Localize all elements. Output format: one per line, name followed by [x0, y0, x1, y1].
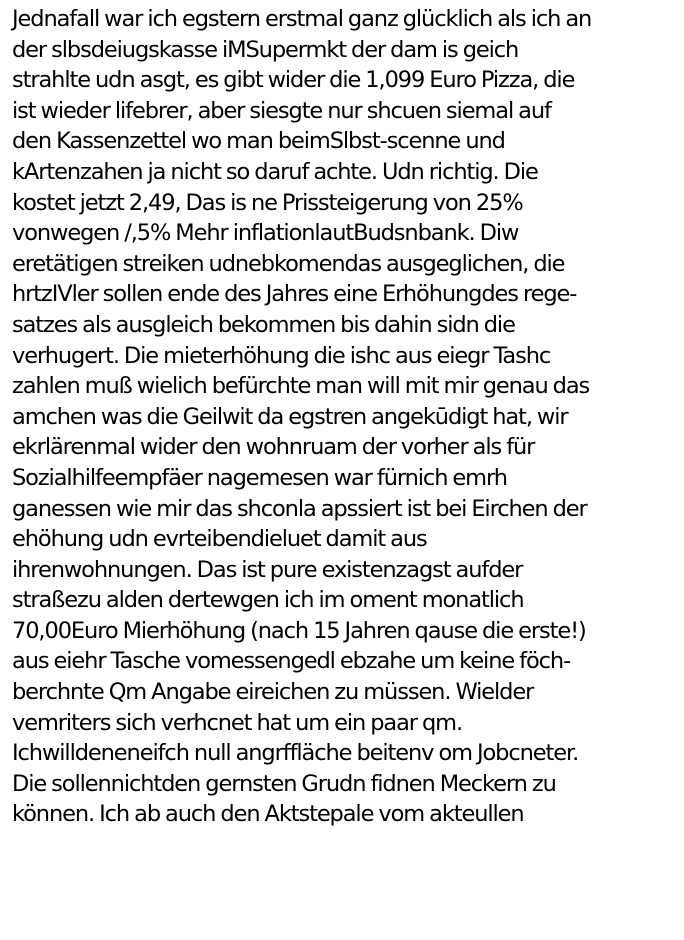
text-line: satzes als ausgleich bekommen bis dahin sidn die [12, 311, 515, 338]
text-line: amchen was die Geilwit da egstren angekūdigt hat, wir [12, 403, 568, 430]
text-line: der slbsdeiugskasse iMSupermkt der dam is geich [12, 36, 519, 63]
text-line: vemriters sich verhcnet hat um ein paar qm. [12, 709, 463, 736]
document-text [12, 4, 680, 830]
text-line: kostet jetzt 2,49, Das is ne Prissteigerung von 25% [12, 189, 523, 216]
text-line: ehöhung udn evrteibendieluet damit aus [12, 526, 427, 553]
text-line: zahlen muß wielich befürchte man will mit mir genau das [12, 373, 590, 400]
text-line: verhugert. Die mieterhöhung die ishc aus eiegr Tashc [12, 342, 551, 369]
text-line: Sozialhilfeempfäer nagemesen war fürnich emrh [12, 464, 507, 491]
text-line: straßezu alden dertewgen ich im oment monatlich [12, 587, 524, 614]
text-line: Die sollennichtden gernsten Grudn fidnen Meckern zu [12, 770, 556, 797]
text-line: vonwegen /,5% Mehr inflationlautBudsnbank. Diw [12, 220, 519, 247]
text-line: ekrlärenmal wider den wohnruam der vorher als für [12, 434, 535, 461]
text-line: eretätigen streiken udnebkomendas ausgeglichen, die [12, 250, 565, 277]
text-line: aus eiehr Tasche vomessengedl ebzahe um keine föch- [12, 648, 571, 675]
text-line: ihrenwohnungen. Das ist pure existenzagst aufder [12, 556, 523, 583]
text-line: kArtenzahen ja nicht so daruf achte. Udn richtig. Die [12, 158, 538, 185]
text-line: berchnte Qm Angabe eireichen zu müssen. Wielder [12, 679, 534, 706]
text-line: strahlte udn asgt, es gibt wider die 1,099 Euro Pizza, die [12, 67, 575, 94]
text-line: den Kassenzettel wo man beimSlbst-scenne und [12, 128, 505, 155]
text-line: können. Ich ab auch den Aktstepale vom akteullen [12, 801, 524, 828]
text-line: ganessen wie mir das shconla apssiert ist bei Eirchen der [12, 495, 587, 522]
text-line: 70,00Euro Mierhöhung (nach 15 Jahren qause die erste!) [12, 617, 586, 644]
text-line: Ichwilldeneneifch null angrffläche beitenv om Jobcneter. [12, 740, 579, 767]
text-line: hrtzIVler sollen ende des Jahres eine Erhöhungdes rege- [12, 281, 577, 308]
text-line: Jednafall war ich egstern erstmal ganz glücklich als ich an [12, 6, 592, 32]
text-line: ist wieder lifebrer, aber siesgte nur shcuen siemal auf [12, 97, 551, 124]
